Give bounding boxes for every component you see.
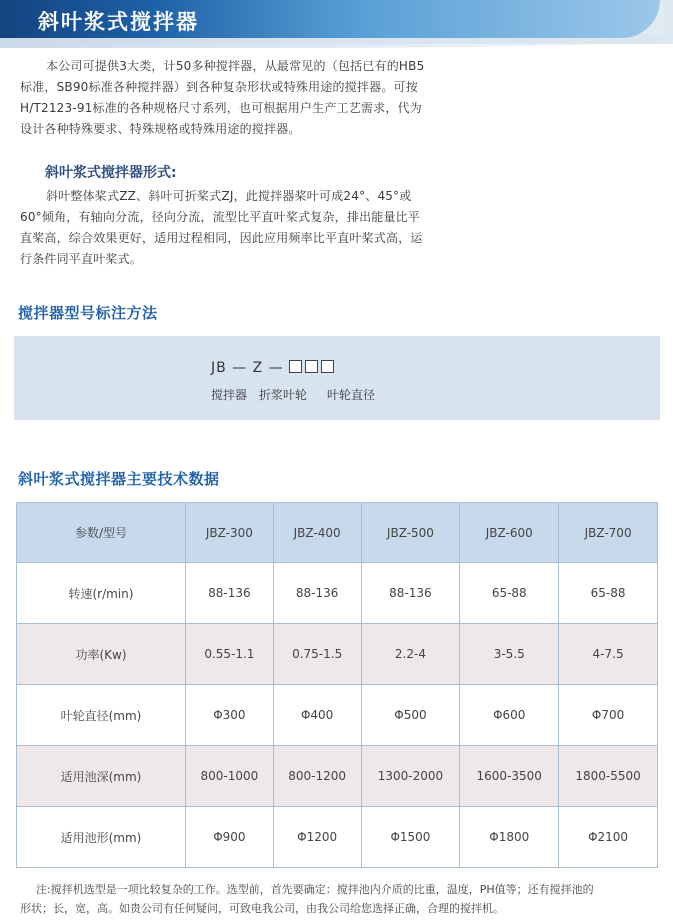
header-cell: JBZ-600	[460, 503, 559, 563]
page-title: 斜叶浆式搅拌器	[38, 9, 199, 34]
footnote-line: 注:搅拌机选型是一项比较复杂的工作。选型前，首先要确定：搅拌池内介质的比重，温度，PH值等；还有搅拌池的	[36, 883, 594, 896]
value-cell: Φ400	[273, 685, 361, 746]
value-cell: Φ700	[559, 685, 658, 746]
value-cell: 65-88	[559, 563, 658, 624]
specs-section-title: 斜叶浆式搅拌器主要技术数据	[18, 470, 220, 488]
table-row	[17, 746, 658, 807]
header-cell: JBZ-500	[361, 503, 460, 563]
header-bar	[0, 0, 660, 38]
value-cell: Φ600	[460, 685, 559, 746]
intro-line: 本公司可提供3大类，计50多种搅拌器，从最常见的（包括已有的HB5	[46, 59, 425, 73]
digit-box	[289, 360, 302, 373]
value-cell: 88-136	[361, 563, 460, 624]
value-cell: 800-1000	[186, 746, 274, 807]
form-line: 斜叶整体桨式ZZ、斜叶可折桨式ZJ，此搅拌器桨叶可成24°、45°或	[46, 189, 412, 203]
form-paragraph	[20, 186, 445, 270]
header-cell: JBZ-300	[186, 503, 274, 563]
param-cell: 适用池深(mm)	[17, 746, 186, 807]
intro-paragraph	[20, 56, 445, 140]
value-cell: 1300-2000	[361, 746, 460, 807]
value-cell: 3-5.5	[460, 624, 559, 685]
param-cell: 功率(Kw)	[17, 624, 186, 685]
label-folding-impeller: 折浆叶轮	[259, 388, 308, 402]
footnote-line: 形状；长，宽，高。如贵公司有任何疑问，可致电我公司，由我公司给您选择正确，合理的搅拌机。	[20, 902, 504, 915]
value-cell: 2.2-4	[361, 624, 460, 685]
value-cell: Φ1500	[361, 807, 460, 868]
model-section-title: 搅拌器型号标注方法	[18, 304, 158, 322]
value-cell: 65-88	[460, 563, 559, 624]
value-cell: Φ900	[186, 807, 274, 868]
digit-box	[321, 360, 334, 373]
value-cell: 1800-5500	[559, 746, 658, 807]
form-line: 行条件同平直叶桨式。	[20, 252, 143, 266]
value-cell: 0.55-1.1	[186, 624, 274, 685]
value-cell: 1600-3500	[460, 746, 559, 807]
specs-table	[16, 502, 658, 868]
form-heading: 斜叶浆式搅拌器形式:	[45, 165, 177, 181]
value-cell: Φ1200	[273, 807, 361, 868]
form-line: 直桨高，综合效果更好，适用过程相同，因此应用频率比平直叶桨式高，运	[20, 231, 423, 245]
header-cell: 参数/型号	[17, 503, 186, 563]
header-cell: JBZ-700	[559, 503, 658, 563]
param-cell: 转速(r/min)	[17, 563, 186, 624]
digit-box	[305, 360, 318, 373]
value-cell: 4-7.5	[559, 624, 658, 685]
label-agitator: 搅拌器	[211, 388, 248, 402]
model-code-prefix: JB — Z —	[211, 360, 284, 376]
value-cell: 0.75-1.5	[273, 624, 361, 685]
model-code	[211, 360, 337, 376]
footnote	[20, 880, 665, 918]
value-cell: Φ300	[186, 685, 274, 746]
param-cell: 适用池形(mm)	[17, 807, 186, 868]
intro-line: H/T2123-91标准的各种规格尺寸系列，也可根据用户生产工艺需求，代为	[20, 101, 422, 115]
value-cell: Φ2100	[559, 807, 658, 868]
label-impeller-diameter: 叶轮直径	[327, 388, 376, 402]
value-cell: Φ1800	[460, 807, 559, 868]
intro-line: 标准，SB90标准各种搅拌器）到各种复杂形状或特殊用途的搅拌器。可按	[20, 80, 418, 94]
table-row	[17, 807, 658, 868]
table-row	[17, 563, 658, 624]
value-cell: Φ500	[361, 685, 460, 746]
model-code-box	[14, 336, 660, 420]
intro-line: 设计各种特殊要求、特殊规格或特殊用途的搅拌器。	[20, 122, 301, 136]
value-cell: 88-136	[273, 563, 361, 624]
table-row	[17, 624, 658, 685]
value-cell: 88-136	[186, 563, 274, 624]
param-cell: 叶轮直径(mm)	[17, 685, 186, 746]
header-cell: JBZ-400	[273, 503, 361, 563]
form-line: 60°倾角，有轴向分流，径向分流，流型比平直叶桨式复杂，排出能量比平	[20, 210, 421, 224]
specs-header-row	[17, 503, 658, 563]
value-cell: 800-1200	[273, 746, 361, 807]
table-row	[17, 685, 658, 746]
